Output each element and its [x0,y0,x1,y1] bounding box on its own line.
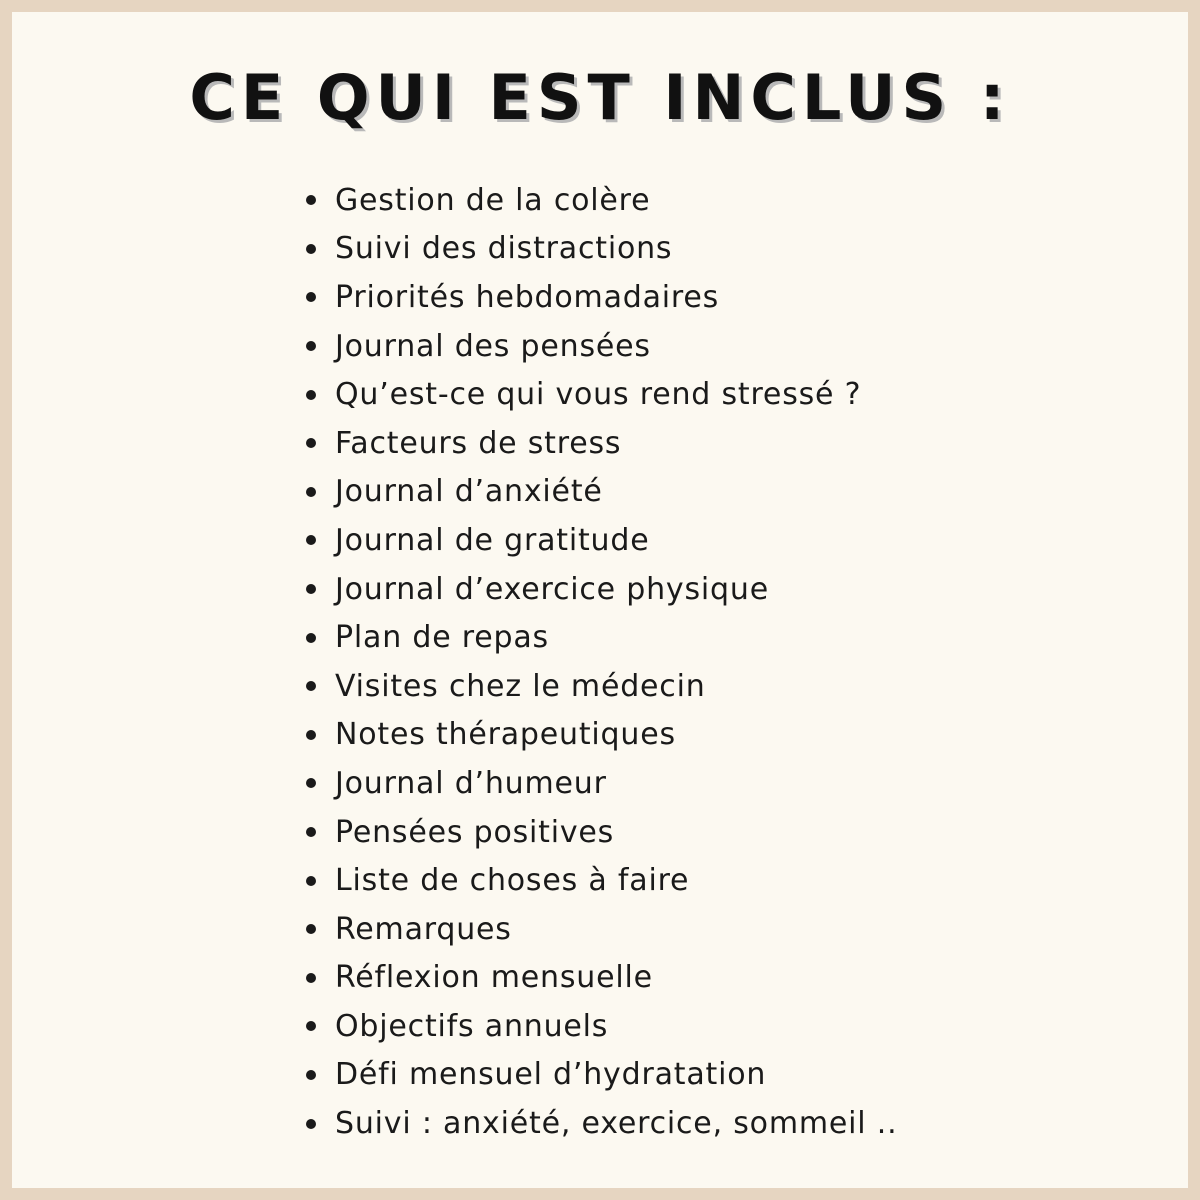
bullet-icon [306,438,316,448]
bullet-icon [306,973,316,983]
list-item [306,225,897,274]
list-item [306,954,897,1003]
list-item [306,322,897,371]
list-item [306,468,897,517]
bullet-icon [306,633,316,643]
list-item-label: Notes thérapeutiques [335,717,676,753]
bullet-icon [306,195,316,205]
list-item-label: Remarques [335,911,512,947]
list-item-label: Plan de repas [335,620,549,656]
list-item-label: Facteurs de stress [335,425,622,461]
list-item [306,711,897,760]
list-item-label: Journal des pensées [335,328,651,364]
list-item-label: Qu’est-ce qui vous rend stressé ? [335,377,862,413]
page-title: CE QUI EST INCLUS : [189,61,1011,134]
list-item [306,516,897,565]
bullet-icon [306,341,316,351]
list-item [306,613,897,662]
list-item [306,565,897,614]
bullet-icon [306,827,316,837]
list-item-label: Réflexion mensuelle [335,960,653,996]
bullet-icon [306,924,316,934]
list-item-label: Défi mensuel d’hydratation [335,1057,767,1093]
list-item-label: Journal de gratitude [335,522,650,558]
list-item [306,856,897,905]
bullet-icon [306,292,316,302]
list-item-label: Visites chez le médecin [335,668,706,704]
list-item-label: Pensées positives [335,814,615,850]
list-item [306,1099,897,1148]
list-item-label: Priorités hebdomadaires [335,279,720,315]
list-item [306,662,897,711]
list-item-label: Liste de choses à faire [335,863,690,899]
bullet-icon [306,584,316,594]
bullet-icon [306,1021,316,1031]
list-item [306,370,897,419]
list-item-label: Journal d’exercice physique [335,571,769,607]
list-item-label: Gestion de la colère [335,182,651,218]
bullet-icon [306,778,316,788]
list-item-label: Journal d’anxiété [335,474,603,510]
bullet-icon [306,1070,316,1080]
list-item-label: Objectifs annuels [335,1008,609,1044]
bullet-icon [306,1119,316,1129]
list-item [306,1002,897,1051]
list-item [306,905,897,954]
list-item [306,808,897,857]
list-item [306,759,897,808]
list-item [306,176,897,225]
list-item [306,273,897,322]
bullet-icon [306,487,316,497]
list-item-label: Journal d’humeur [335,765,607,801]
bullet-icon [306,390,316,400]
list-item-label: Suivi des distractions [335,231,673,267]
list-item [306,1051,897,1100]
bullet-icon [306,535,316,545]
bullet-icon [306,244,316,254]
bullet-icon [306,876,316,886]
bullet-icon [306,730,316,740]
bullet-icon [306,681,316,691]
list-item-label: Suivi : anxiété, exercice, sommeil .. [335,1106,898,1142]
list-item [306,419,897,468]
included-items-list [306,176,897,1148]
